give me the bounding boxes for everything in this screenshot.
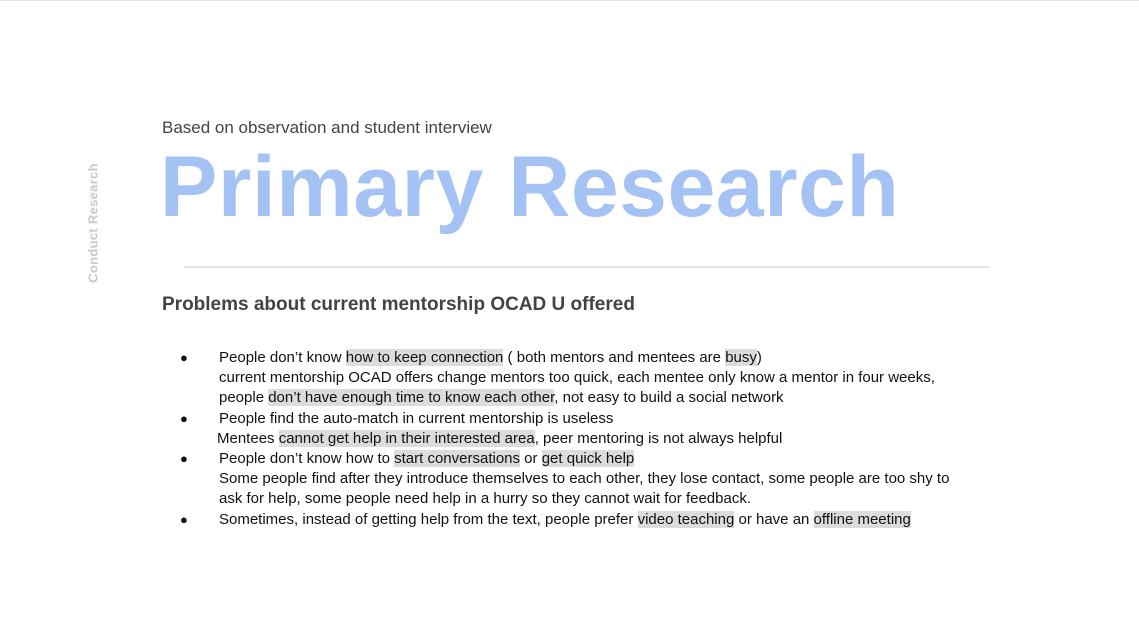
bullet-icon: ●: [180, 511, 188, 527]
list-item-continuation: [180, 388, 1010, 408]
line-text: [219, 449, 634, 469]
list-item-continuation: [180, 489, 1010, 509]
problem-list: [180, 348, 1010, 530]
top-border: [0, 0, 1139, 1]
line-text: current mentorship OCAD offers change mentors too quick, each mentee only know a mentor in four weeks,: [219, 369, 935, 387]
line-text: Some people find after they introduce themselves to each other, they lose contact, some people are too shy to: [219, 470, 950, 488]
bullet-icon: ●: [180, 350, 188, 365]
text-segment: ): [756, 349, 762, 366]
line-text: ask for help, some people need help in a hurry so they cannot wait for feedback.: [219, 490, 751, 508]
line-text: [219, 510, 911, 530]
list-item: [180, 449, 1010, 469]
page-subtitle: Based on observation and student interview: [162, 118, 492, 137]
section-heading: Problems about current mentorship OCAD U offered: [162, 294, 635, 315]
line-text: People find the auto-match in current mentorship is useless: [219, 409, 614, 427]
highlighted-phrase: cannot get help in their interested area: [278, 429, 535, 447]
line-text: [219, 388, 784, 408]
text-segment: Sometimes, instead of getting help from the text, people prefer: [219, 510, 638, 528]
text-segment: Mentees: [217, 429, 279, 447]
highlighted-phrase: busy: [725, 349, 757, 366]
bullet-icon: ●: [180, 410, 188, 426]
line-text: [217, 429, 782, 449]
text-segment: , peer mentoring is not always helpful: [534, 429, 783, 447]
list-item: [180, 510, 1010, 530]
text-segment: People don’t know: [219, 349, 346, 366]
highlighted-phrase: offline meeting: [813, 510, 911, 528]
list-item: [180, 348, 1010, 368]
text-segment: people: [219, 389, 269, 407]
text-segment: , not easy to build a social network: [554, 389, 784, 407]
text-segment: or have an: [734, 510, 814, 528]
text-segment: ( both mentors and mentees are: [503, 349, 726, 366]
divider: [184, 266, 989, 268]
list-item-continuation: [180, 429, 1010, 449]
list-item: [180, 409, 1010, 429]
line-text: [219, 348, 762, 368]
text-segment: or: [520, 449, 542, 467]
highlighted-phrase: how to keep connection: [345, 349, 504, 366]
bullet-icon: ●: [180, 450, 188, 466]
page-title: Primary Research: [160, 139, 900, 235]
highlighted-phrase: don’t have enough time to know each other: [268, 389, 555, 407]
list-item-continuation: [180, 469, 1010, 489]
highlighted-phrase: get quick help: [541, 449, 635, 467]
text-segment: People don’t know how to: [219, 449, 395, 467]
side-section-label: Conduct Research: [85, 163, 101, 283]
highlighted-phrase: start conversations: [394, 449, 521, 467]
highlighted-phrase: video teaching: [637, 510, 735, 528]
list-item-continuation: [180, 368, 1010, 388]
